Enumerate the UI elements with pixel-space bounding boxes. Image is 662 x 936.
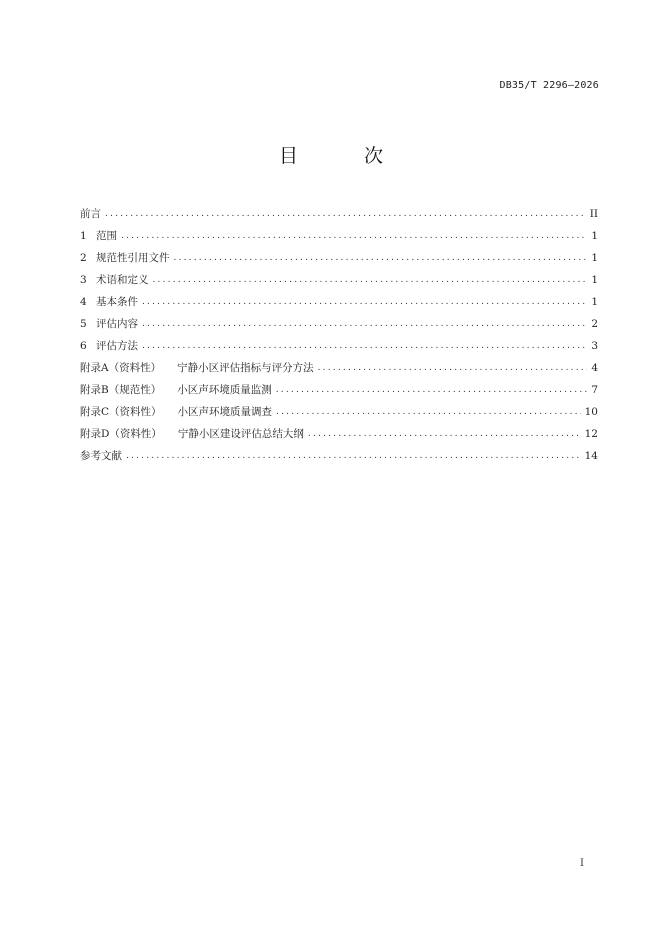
toc-entry-text: 小区声环境质量调查 <box>177 406 273 418</box>
toc-entry-page: 10 <box>584 406 598 418</box>
toc-entry-appendix-a[interactable] <box>80 353 598 375</box>
dot-leader <box>105 207 586 221</box>
toc-entry-appendix-b[interactable] <box>80 375 598 397</box>
toc-entry-text: 宁静小区评估指标与评分方法 <box>177 362 314 374</box>
toc-entry-page: II <box>589 208 598 220</box>
dot-leader <box>308 427 581 441</box>
toc-entry-text: 规范性引用文件 <box>96 252 170 264</box>
dot-leader <box>126 449 581 463</box>
toc-entry-number: 2 <box>80 252 87 264</box>
toc-entry-number: 3 <box>80 274 87 286</box>
toc-entry-page: 2 <box>591 318 598 330</box>
toc-title: 目 次 <box>278 145 414 167</box>
toc-entry-number: 6 <box>80 340 87 352</box>
toc-entry-text: 宁静小区建设评估总结大纲 <box>177 428 304 440</box>
toc-appendix-label: 附录B（规范性） <box>80 384 162 396</box>
toc-entry-4[interactable] <box>80 287 598 309</box>
dot-leader <box>142 295 587 309</box>
toc-entry-text: 基本条件 <box>96 296 138 308</box>
toc-entry-2[interactable] <box>80 243 598 265</box>
dot-leader <box>318 361 588 375</box>
toc-entry-text: 评估内容 <box>96 318 138 330</box>
dot-leader <box>276 405 581 419</box>
page-number: I <box>580 858 584 869</box>
toc-appendix-label: 附录C（资料性） <box>80 406 162 418</box>
toc-entry-text: 前言 <box>80 208 101 220</box>
toc-entry-page: 3 <box>591 340 598 352</box>
dot-leader <box>276 383 588 397</box>
dot-leader <box>121 229 587 243</box>
toc-entry-page: 1 <box>591 230 598 242</box>
toc-entry-page: 12 <box>584 428 598 440</box>
document-code: DB35/T 2296—2026 <box>499 80 599 91</box>
toc-entry-text: 术语和定义 <box>96 274 149 286</box>
toc-entry-number: 5 <box>80 318 87 330</box>
toc-entry-page: 7 <box>591 384 598 396</box>
toc-list <box>80 199 598 463</box>
toc-entry-number: 1 <box>80 230 87 242</box>
toc-entry-page: 1 <box>591 274 598 286</box>
toc-entry-page: 1 <box>591 296 598 308</box>
toc-appendix-label: 附录A（资料性） <box>80 362 162 374</box>
dot-leader <box>174 251 588 265</box>
toc-entry-6[interactable] <box>80 331 598 353</box>
toc-entry-3[interactable] <box>80 265 598 287</box>
toc-entry-appendix-d[interactable] <box>80 419 598 441</box>
toc-entry-text: 参考文献 <box>80 450 122 462</box>
toc-entry-appendix-c[interactable] <box>80 397 598 419</box>
toc-entry-1[interactable] <box>80 221 598 243</box>
toc-entry-foreword[interactable] <box>80 199 598 221</box>
toc-entry-text: 小区声环境质量监测 <box>177 384 272 396</box>
toc-entry-text: 评估方法 <box>96 340 138 352</box>
toc-entry-text: 范围 <box>96 230 117 242</box>
toc-entry-references[interactable] <box>80 441 598 463</box>
toc-entry-5[interactable] <box>80 309 598 331</box>
dot-leader <box>142 339 587 353</box>
toc-entry-page: 4 <box>591 362 598 374</box>
toc-entry-number: 4 <box>80 296 87 308</box>
dot-leader <box>142 317 587 331</box>
dot-leader <box>153 273 588 287</box>
toc-entry-page: 1 <box>591 252 598 264</box>
toc-appendix-label: 附录D（资料性） <box>80 428 162 440</box>
toc-entry-page: 14 <box>584 450 598 462</box>
